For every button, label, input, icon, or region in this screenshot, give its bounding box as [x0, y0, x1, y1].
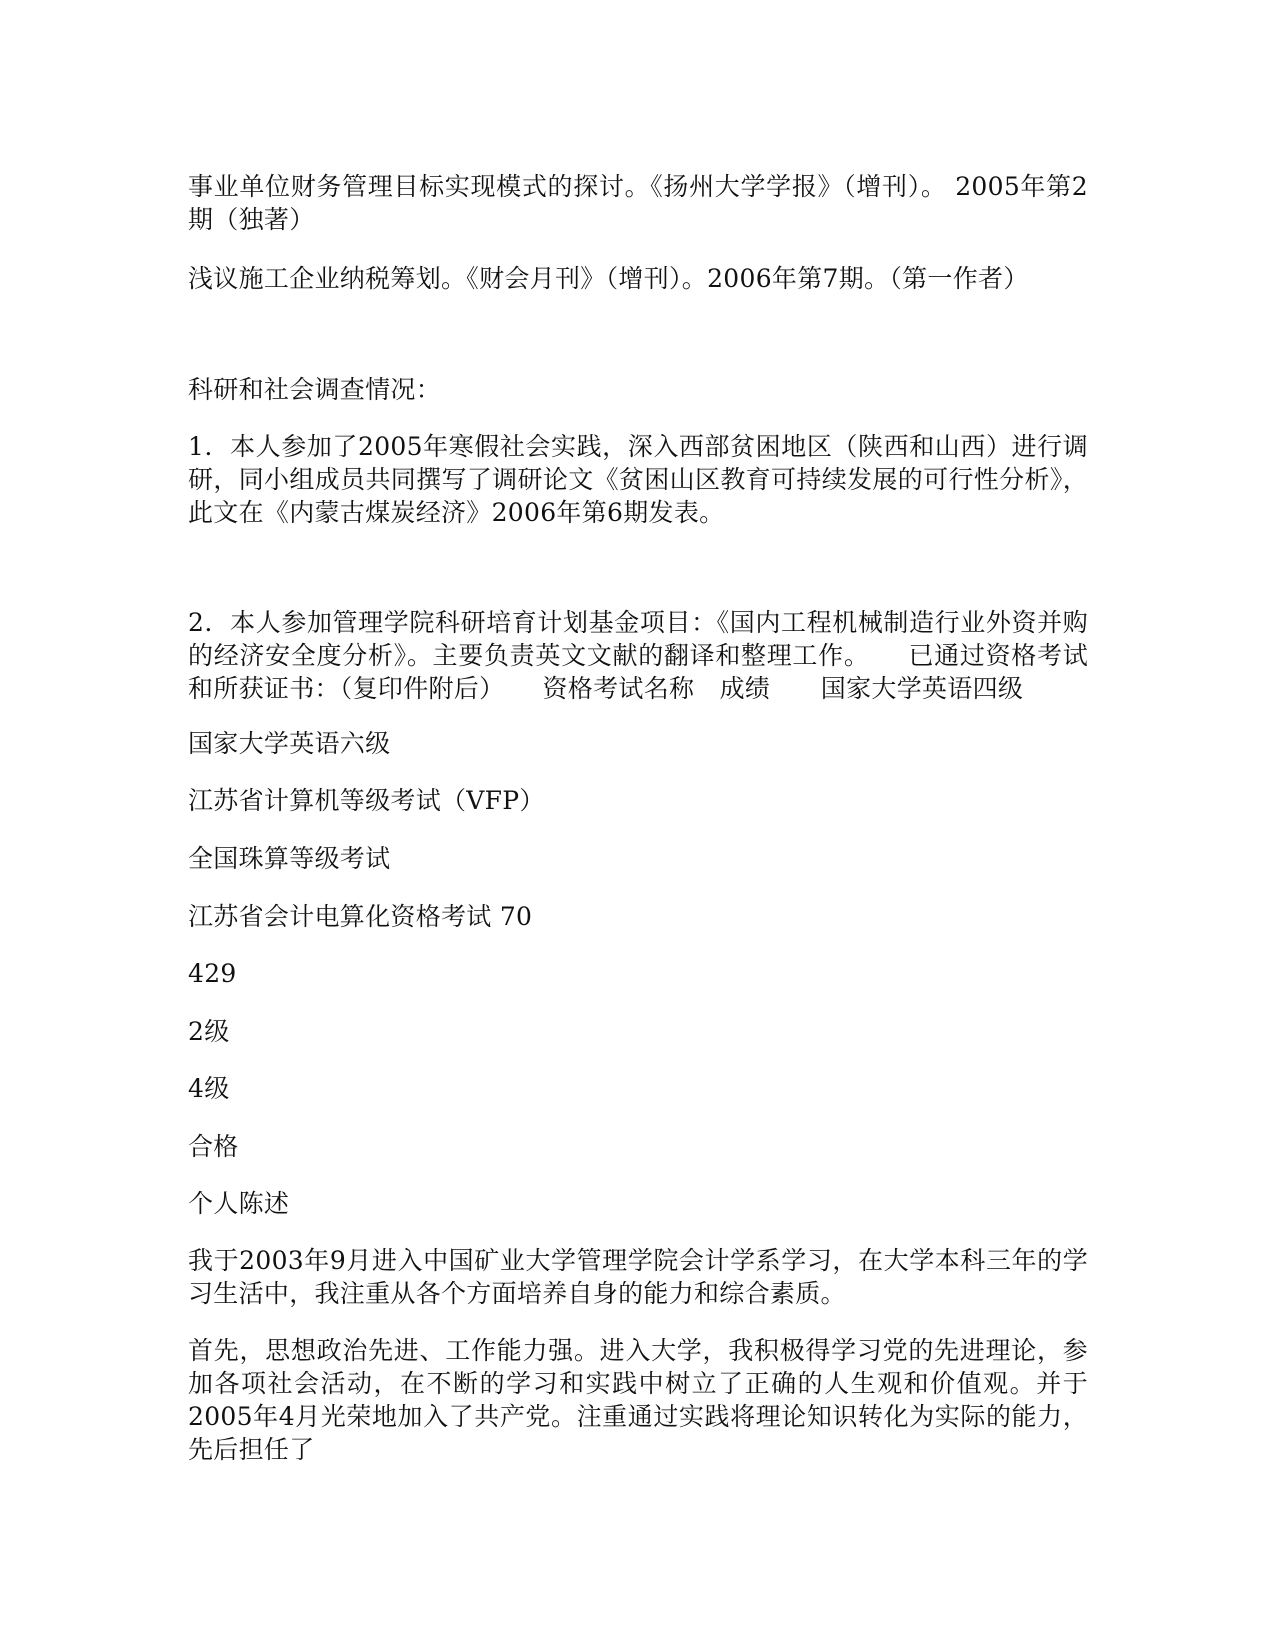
certificate-abacus: 全国珠算等级考试 [188, 844, 391, 873]
research-item-1: 1．本人参加了2005年寒假社会实践，深入西部贫困地区（陕西和山西）进行调研，同小组成员共同撰写了调研论文《贫困山区教育可持续发展的可行性分析》，此文在《内蒙古煤炭经济》2006年第6期发表。 [188, 432, 1088, 527]
statement-paragraph-2: 首先，思想政治先进、工作能力强。进入大学，我积极得学习党的先进理论，参加各项社会活动，在不断的学习和实践中树立了正确的人生观和价值观。并于2005年4月光荣地加入了共产党。注重通过实践将理论知识转化为实际的能力，先后担任了 [188, 1336, 1088, 1464]
certificate-computer: 江苏省计算机等级考试（VFP） [188, 786, 545, 815]
certificate-accounting: 江苏省会计电算化资格考试 70 [188, 902, 533, 931]
section-heading-research: 科研和社会调查情况： [188, 375, 442, 404]
section-heading-statement: 个人陈述 [188, 1189, 290, 1218]
research-item-2: 2．本人参加管理学院科研培育计划基金项目：《国内工程机械制造行业外资并购的经济安全度分析》。主要负责英文文献的翻译和整理工作。 已通过资格考试和所获证书：（复印件附后） 资格考试名称 成绩 国家大学英语四级 [188, 608, 1088, 703]
statement-paragraph-1: 我于2003年9月进入中国矿业大学管理学院会计学系学习，在大学本科三年的学习生活中，我注重从各个方面培养自身的能力和综合素质。 [188, 1246, 1088, 1308]
publication-entry-1: 事业单位财务管理目标实现模式的探讨。《扬州大学学报》（增刊）。 2005年第2期（独著） [188, 172, 1088, 234]
score-value: 429 [188, 959, 237, 988]
score-value: 4级 [188, 1074, 230, 1103]
score-value: 2级 [188, 1017, 230, 1046]
certificate-cet6: 国家大学英语六级 [188, 729, 391, 758]
score-value: 合格 [188, 1132, 239, 1161]
publication-entry-2: 浅议施工企业纳税筹划。《财会月刊》（增刊）。2006年第7期。（第一作者） [188, 264, 1029, 293]
